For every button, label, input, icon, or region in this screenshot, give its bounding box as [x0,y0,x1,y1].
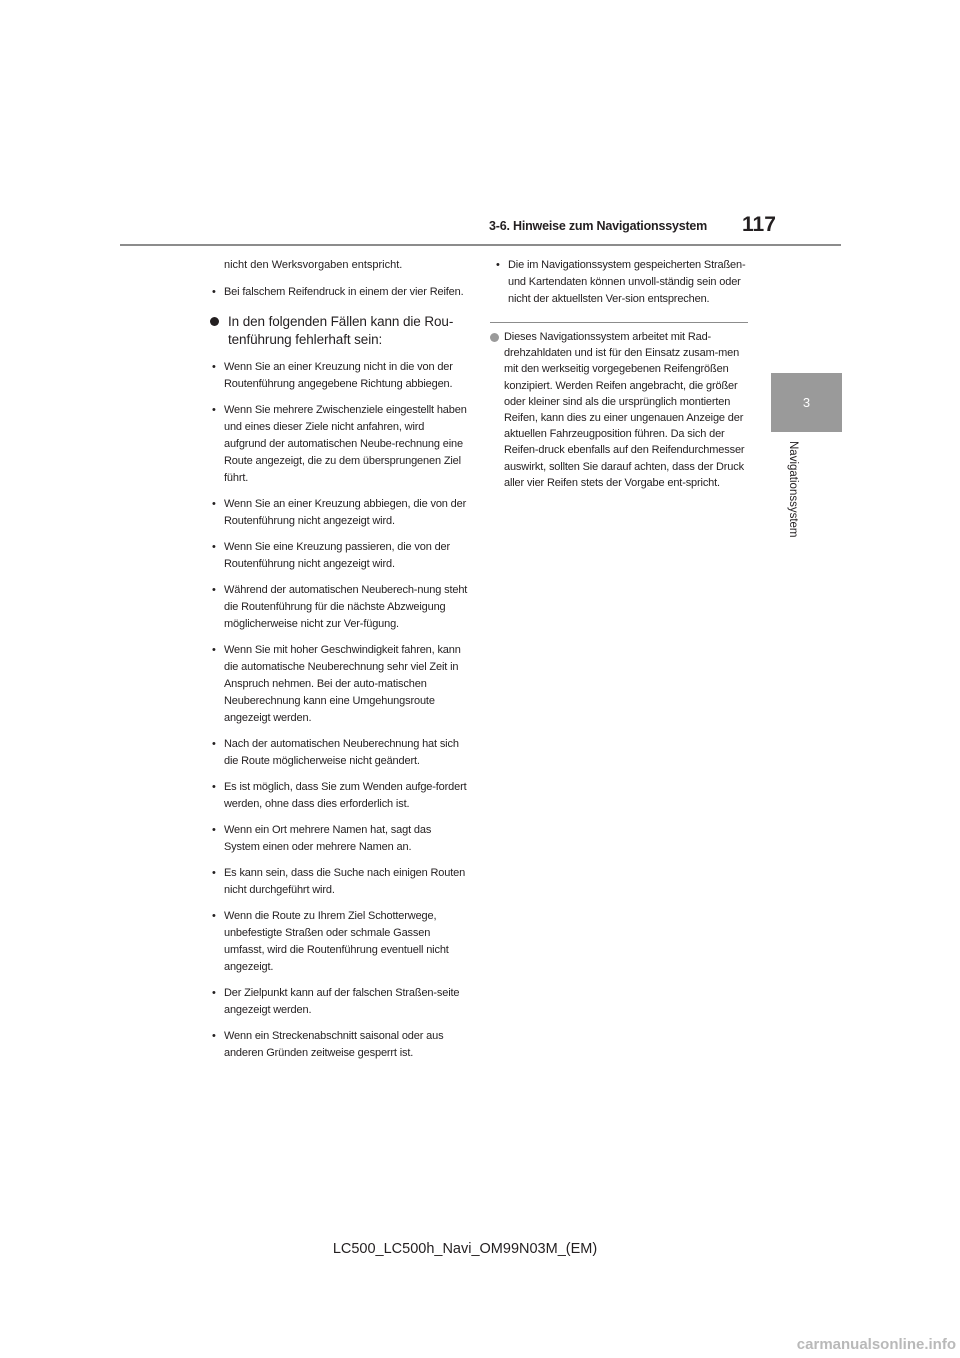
bullet-dot-icon: • [212,987,216,999]
list-item [206,736,468,770]
section-heading [206,313,468,349]
list-item-text: Wenn Sie an einer Kreuzung abbiegen, die von der Routenführung nicht angezeigt wird. [224,498,467,527]
list-item-text: Die im Navigationssystem gespeicherten Straßen- und Kartendaten können unvoll-ständig sein oder nicht der aktuellsten Ver-sion entsprechen. [508,259,746,305]
list-item [206,402,468,487]
chapter-tab[interactable] [771,373,842,432]
note-divider [490,322,748,323]
list-item [490,257,752,308]
list-item-text: Wenn ein Ort mehrere Namen hat, sagt das System einen oder mehrere Namen an. [224,824,432,853]
list-item [206,779,468,813]
bullet-circle-icon [210,317,219,326]
note-circle-icon [490,333,499,342]
bullet-dot-icon: • [496,259,500,271]
list-item [206,496,468,530]
list-item-text: Wenn Sie mit hoher Geschwindigkeit fahren, kann die automatische Neuberechnung sehr viel Zeit in Anspruch nehmen. Bei der auto-matischen Neuberechnung kann eine Umgehungsroute angezeigt werden. [224,644,461,724]
list-item [206,359,468,393]
info-note [490,329,752,491]
bullet-dot-icon: • [212,867,216,879]
bullet-dot-icon: • [212,541,216,553]
list-item [206,642,468,727]
document-code: LC500_LC500h_Navi_OM99N03M_(EM) [332,1241,598,1257]
section-title: 3-6. Hinweise zum Navigationssystem [489,219,708,233]
bullet-dot-icon: • [212,584,216,596]
bullet-list-right [490,257,752,308]
list-item [206,539,468,573]
list-item [206,284,468,301]
bullet-list [206,359,468,1062]
bullet-dot-icon: • [212,644,216,656]
list-item-text: Während der automatischen Neuberech-nung steht die Routenführung für die nächste Abzweigung möglicherweise nicht zur Ver-fügung. [224,584,468,630]
list-item-text: Wenn ein Streckenabschnitt saisonal oder aus anderen Gründen zeitweise gesperrt ist. [224,1030,444,1059]
first-bullet-list [206,284,468,301]
watermark: carmanualsonline.info [796,1336,956,1353]
list-item [206,908,468,976]
list-item-text: Wenn Sie mehrere Zwischenziele eingestellt haben und eines dieser Ziele nicht anfahren, wird aufgrund der automatischen Neube-rechnung eine Route angezeigt, die zu dem übersprungenen Ziel führt. [224,404,467,484]
list-item-text: Wenn Sie eine Kreuzung passieren, die von der Routenführung nicht angezeigt wird. [224,541,451,570]
bullet-dot-icon: • [212,286,216,298]
chapter-number: 3 [802,395,811,410]
right-column [490,257,752,491]
bullet-dot-icon: • [212,781,216,793]
section-heading-text: In den folgenden Fällen kann die Rou-tenführung fehlerhaft sein: [228,314,454,347]
header-divider [120,244,841,246]
info-note-text: Dieses Navigationssystem arbeitet mit Rad-drehzahldaten und ist für den Einsatz zusam-men mit den werkseitig vorgegebenen Reifengrößen konzipiert. Werden Reifen angebracht, die größer oder kleiner sind als die ursprünglich montierten Reifen, kann dies zu einer ungenauen Anzeige der aktuellen Fahrzeugposition führen. Da sich der Reifen-druck ebenfalls auf den Reifendurchmesser auswirkt, sollten Sie darauf achten, dass der Druck aller vier Reifen stets der Vorgabe ent-spricht. [504,331,745,489]
list-item-text: Wenn die Route zu Ihrem Ziel Schotterwege, unbefestigte Straßen oder schmale Gassen umfasst, wird die Routenführung eventuell nicht angezeigt. [224,910,449,973]
chapter-label: Navigationssystem [787,441,799,538]
list-item [206,582,468,633]
list-item [206,985,468,1019]
bullet-dot-icon: • [212,824,216,836]
left-column [206,257,468,1071]
bullet-dot-icon: • [212,1030,216,1042]
list-item-text: Es kann sein, dass die Suche nach einigen Routen nicht durchgeführt wird. [224,867,466,896]
bullet-dot-icon: • [212,738,216,750]
bullet-dot-icon: • [212,910,216,922]
list-item-text: Der Zielpunkt kann auf der falschen Straßen-seite angezeigt werden. [224,987,460,1016]
list-item-text: Bei falschem Reifendruck in einem der vier Reifen. [224,286,464,298]
bullet-dot-icon: • [212,361,216,373]
bullet-dot-icon: • [212,498,216,510]
bullet-dot-icon: • [212,404,216,416]
list-item-text: Es ist möglich, dass Sie zum Wenden aufge-fordert werden, ohne dass dies erforderlich ist. [224,781,467,810]
list-item [206,822,468,856]
continuation-text: nicht den Werksvorgaben entspricht. [224,259,403,271]
list-item [206,865,468,899]
list-item-text: Wenn Sie an einer Kreuzung nicht in die von der Routenführung angegebene Richtung abbiegen. [224,361,453,390]
list-item [206,1028,468,1062]
list-item-text: Nach der automatischen Neuberechnung hat sich die Route möglicherweise nicht geändert. [224,738,459,767]
page-number: 117 [742,213,776,236]
